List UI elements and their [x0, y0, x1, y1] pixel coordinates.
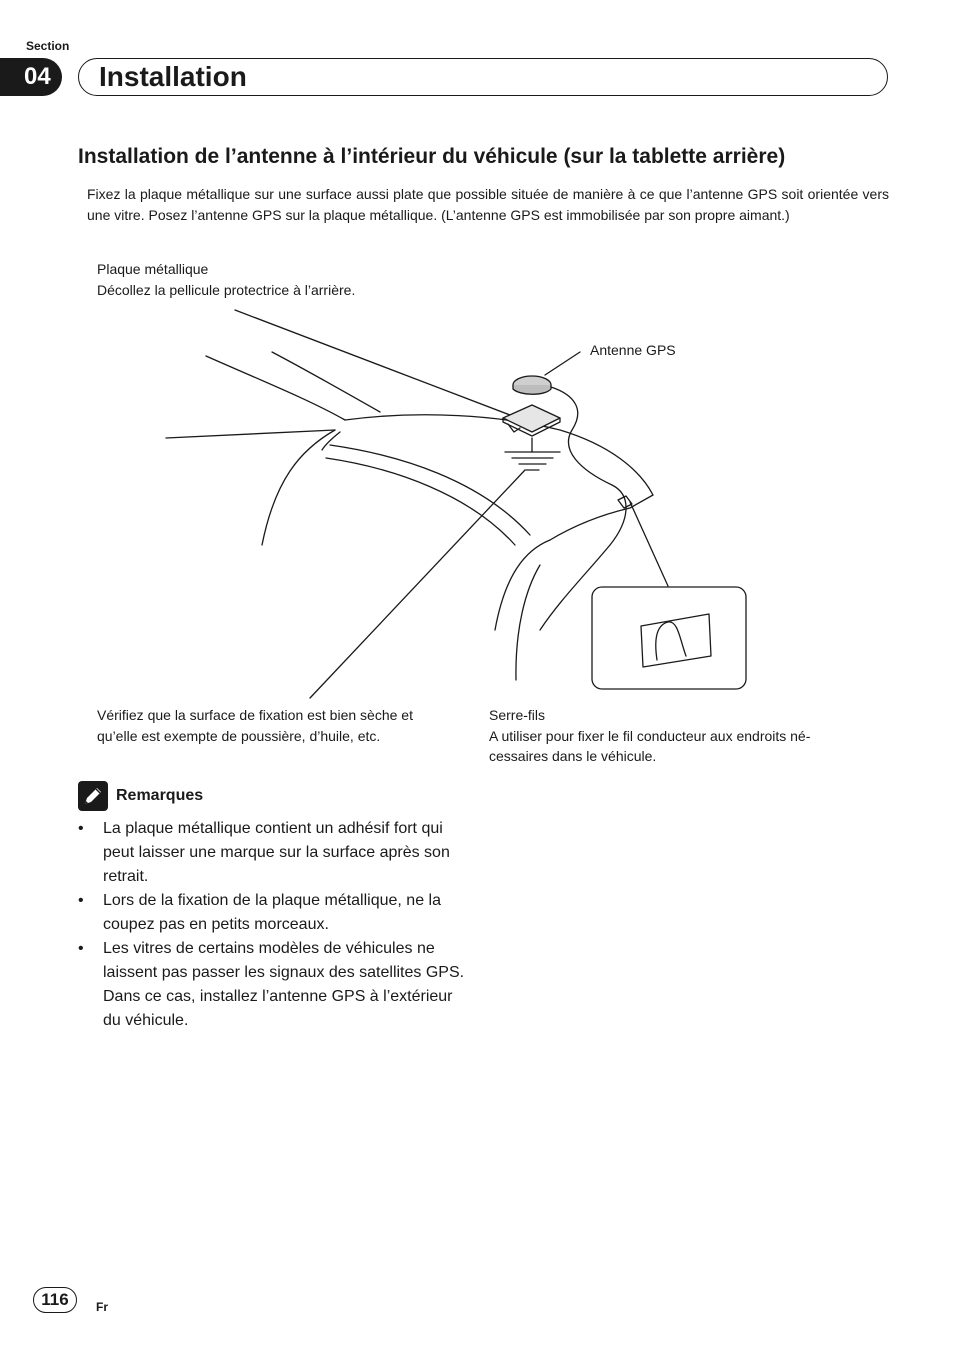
callout-plate: [97, 259, 355, 300]
notes-title: Remarques: [116, 787, 204, 804]
note-item: • La plaque métallique contient un adhésif fort qui peut laisser une marque sur la surface après son retrait.: [78, 820, 450, 885]
callout-antenna: Antenne GPS: [590, 342, 676, 358]
note-item: • Les vitres de certains modèles de véhicules ne laissent pas passer les signaux des satellites GPS. Dans ce cas, installez l’antenne GPS à l’extérieur du véhicule.: [78, 940, 465, 1029]
shelf-inner-line-2: [326, 458, 515, 545]
shelf-inner-line-1: [330, 445, 530, 535]
page-number: 116: [33, 1287, 77, 1313]
clip-detail-loop: [656, 622, 686, 660]
rear-window-edge-line: [206, 356, 345, 420]
note-item: • Lors de la fixation de la plaque métallique, ne la coupez pas en petits morceaux.: [78, 892, 441, 933]
gps-antenna-base: [513, 385, 551, 394]
right-pillar-curve-inner: [516, 565, 540, 680]
intro-paragraph: Fixez la plaque métallique sur une surface aussi plate que possible située de manière à ce que l’antenne GPS soit orientée vers une vitre. Posez l’antenne GPS sur la plaque métallique. (L’antenne GPS est immobilisée par son propre aimant.): [87, 186, 889, 223]
installation-diagram: [150, 300, 760, 705]
section-label: Section: [26, 39, 70, 53]
callout-surface-line1: Vérifiez que la surface de fixation est bien sèche et: [97, 707, 413, 723]
section-title-box: [78, 58, 888, 96]
clip-leader-line: [630, 502, 668, 586]
notes-list: [78, 817, 468, 1033]
language-code: Fr: [96, 1300, 108, 1314]
callout-clip-line3: cessaires dans le véhicule.: [489, 748, 657, 764]
antenna-leader-line: [545, 352, 580, 375]
callout-surface-line2: qu’elle est exempte de poussière, d’huile, etc.: [97, 727, 381, 744]
window-pillar-line: [272, 352, 380, 412]
callout-surface: [97, 705, 413, 746]
antenna-cable: [540, 387, 626, 630]
clip-detail-box: [592, 587, 746, 689]
page-heading: Installation de l’antenne à l’intérieur du véhicule (sur la tablette arrière): [78, 145, 786, 168]
callout-plate-title: Plaque métallique: [97, 261, 209, 277]
right-pillar-curve-outer: [495, 540, 550, 630]
plate-leader-line: [235, 310, 510, 415]
shelf-corner: [322, 432, 340, 450]
section-title: Installation: [99, 61, 247, 92]
callout-clip-title: Serre-fils: [489, 707, 546, 723]
surface-leader-line: [310, 470, 525, 698]
callout-plate-desc: Décollez la pellicule protectrice à l’arrière.: [97, 281, 356, 298]
callout-clip-line2: A utiliser pour fixer le fil conducteur aux endroits né-: [489, 727, 811, 744]
pencil-icon: [78, 781, 108, 811]
clip-detail-base: [641, 614, 711, 667]
callout-clip: [489, 705, 810, 767]
section-number: 04: [0, 58, 62, 96]
left-panel-line: [166, 430, 335, 438]
